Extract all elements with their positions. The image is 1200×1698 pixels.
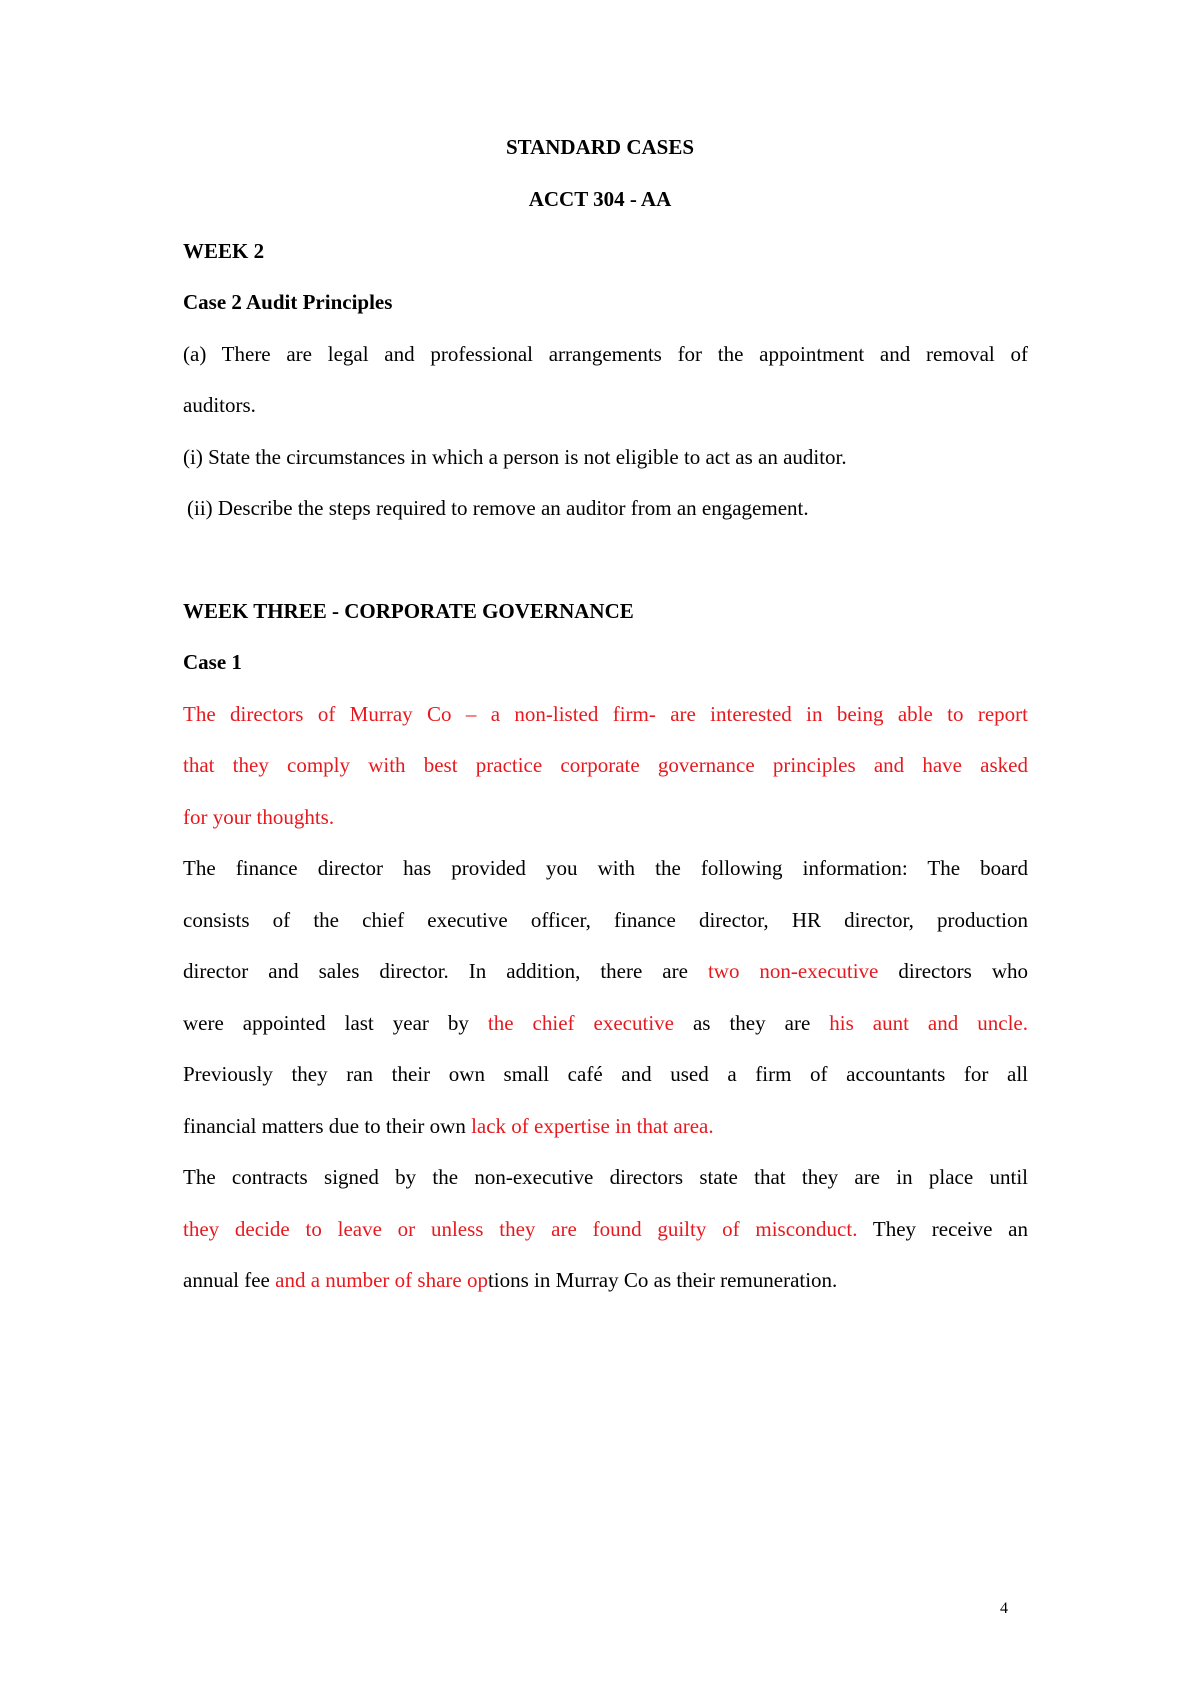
highlighted-text: two non-executive	[707, 959, 879, 983]
highlighted-text: the chief executive	[487, 1011, 674, 1035]
highlighted-text: his aunt and uncle.	[829, 1011, 1028, 1035]
week2-case-title: Case 2 Audit Principles	[183, 290, 393, 314]
paragraph1-line-5: Previously they ran their own small café and used a firm of accountants for all	[183, 1062, 1028, 1086]
text-segment: tions in Murray Co as their remuneration.	[487, 1268, 838, 1292]
paragraph1-line-1: The finance director has provided you with the following information: The board	[183, 856, 1028, 880]
week3-case-title: Case 1	[183, 650, 242, 674]
paragraph1-line-2: consists of the chief executive officer, finance director, HR director, production	[183, 908, 1028, 932]
highlighted-text: they decide to leave or unless they are found guilty of misconduct.	[183, 1217, 858, 1241]
page-number: 4	[1000, 1600, 1008, 1617]
paragraph2-line-3	[183, 1266, 1028, 1294]
text-segment: financial matters due to their own	[183, 1114, 472, 1138]
document-title: STANDARD CASES	[505, 135, 695, 159]
text-segment: annual fee	[183, 1268, 276, 1292]
intro-line-1: The directors of Murray Co – a non-listed firm- are interested in being able to report	[183, 702, 1028, 726]
course-code: ACCT 304 - AA	[528, 187, 672, 211]
week2-question-a-line2: auditors.	[183, 393, 256, 417]
week2-heading: WEEK 2	[183, 239, 265, 263]
text-segment: director and sales director. In addition, there are	[183, 959, 708, 983]
paragraph1-line-6	[183, 1112, 1028, 1140]
week2-question-a-line1: (a) There are legal and professional arrangements for the appointment and removal of	[183, 342, 1028, 366]
intro-line-3: for your thoughts.	[183, 805, 335, 829]
intro-line-2: that they comply with best practice corporate governance principles and have asked	[183, 753, 1028, 777]
text-segment: directors who	[878, 959, 1028, 983]
highlighted-text: lack of expertise in that area.	[471, 1114, 714, 1138]
paragraph2-line-1: The contracts signed by the non-executive directors state that they are in place until	[183, 1165, 1028, 1189]
week2-question-i: (i) State the circumstances in which a person is not eligible to act as an auditor.	[183, 445, 847, 469]
paragraph2-line-2	[183, 1215, 1028, 1243]
text-segment: as they are	[673, 1011, 830, 1035]
highlighted-text: and a number of share op	[275, 1268, 488, 1292]
text-segment: were appointed last year by	[183, 1011, 488, 1035]
paragraph1-line-4	[183, 1009, 1028, 1037]
text-segment: They receive an	[857, 1217, 1028, 1241]
week2-question-ii: (ii) Describe the steps required to remove an auditor from an engagement.	[187, 496, 809, 520]
week3-heading: WEEK THREE - CORPORATE GOVERNANCE	[183, 599, 634, 623]
paragraph1-line-3	[183, 957, 1028, 985]
